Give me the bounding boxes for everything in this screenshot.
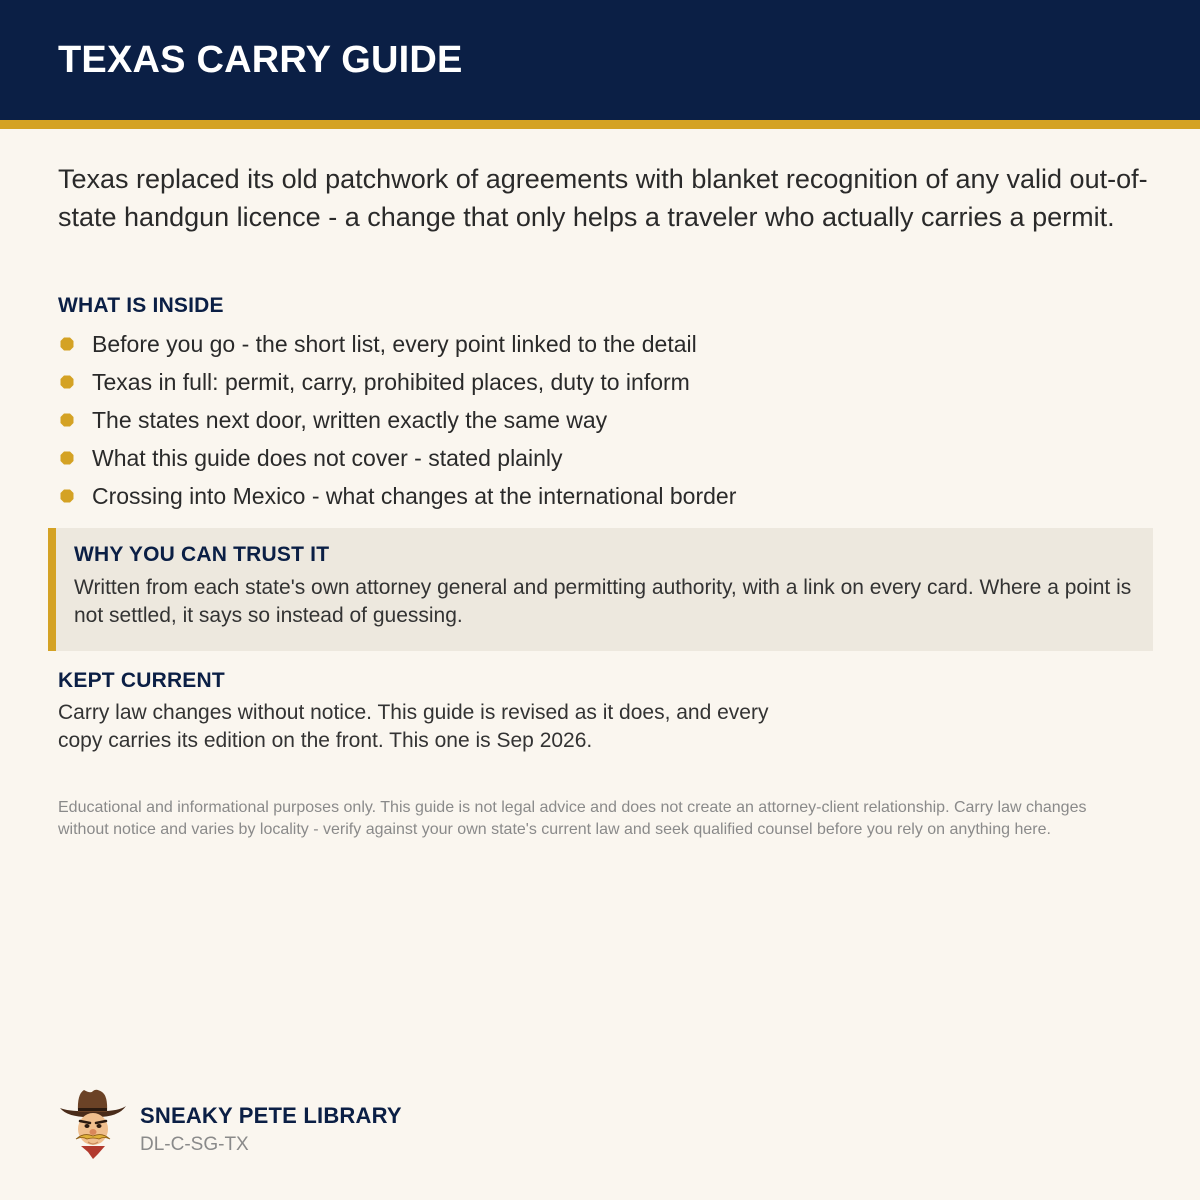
trust-callout (48, 528, 1153, 651)
bullet-icon (60, 489, 74, 503)
document-code: DL-C-SG-TX (140, 1134, 249, 1155)
list-item (58, 477, 1148, 515)
trust-heading: WHY YOU CAN TRUST IT (74, 543, 330, 566)
list-item (58, 439, 1148, 477)
contents-list (58, 325, 1148, 515)
header-divider (0, 120, 1200, 129)
legal-disclaimer: Educational and informational purposes only. This guide is not legal advice and does not create an attorney-client relationship. Carry law changes without notice and varies by locality - verify against your own state's current law and seek qualified counsel before you rely on anything here. (58, 799, 1087, 838)
bullet-icon (60, 375, 74, 389)
list-item-text: Crossing into Mexico - what changes at the international border (92, 483, 737, 509)
list-item-text: Texas in full: permit, carry, prohibited places, duty to inform (92, 369, 690, 395)
list-item-text: Before you go - the short list, every point linked to the detail (92, 331, 697, 357)
page-title: TEXAS CARRY GUIDE (58, 39, 463, 81)
contents-heading: WHAT IS INSIDE (58, 294, 224, 317)
bullet-icon (60, 413, 74, 427)
list-item-text: The states next door, written exactly the same way (92, 407, 608, 433)
bullet-icon (60, 451, 74, 465)
current-text: Carry law changes without notice. This guide is revised as it does, and every copy carries its edition on the front. This one is Sep 2026. (58, 701, 769, 752)
intro-paragraph: Texas replaced its old patchwork of agreements with blanket recognition of any valid out-of-state handgun licence - a change that only helps a traveler who actually carries a permit. (58, 164, 1148, 232)
bullet-icon (60, 337, 74, 351)
trust-text: Written from each state's own attorney general and permitting authority, with a link on every card. Where a point is not settled, it says so instead of guessing. (74, 576, 1132, 627)
brand-name: SNEAKY PETE LIBRARY (140, 1103, 402, 1128)
page-header (0, 0, 1200, 120)
current-heading: KEPT CURRENT (58, 669, 225, 692)
list-item (58, 325, 1148, 363)
list-item (58, 363, 1148, 401)
cowboy-mascot-icon (58, 1086, 128, 1160)
callout-accent-bar (48, 528, 56, 651)
list-item-text: What this guide does not cover - stated plainly (92, 445, 563, 471)
list-item (58, 401, 1148, 439)
